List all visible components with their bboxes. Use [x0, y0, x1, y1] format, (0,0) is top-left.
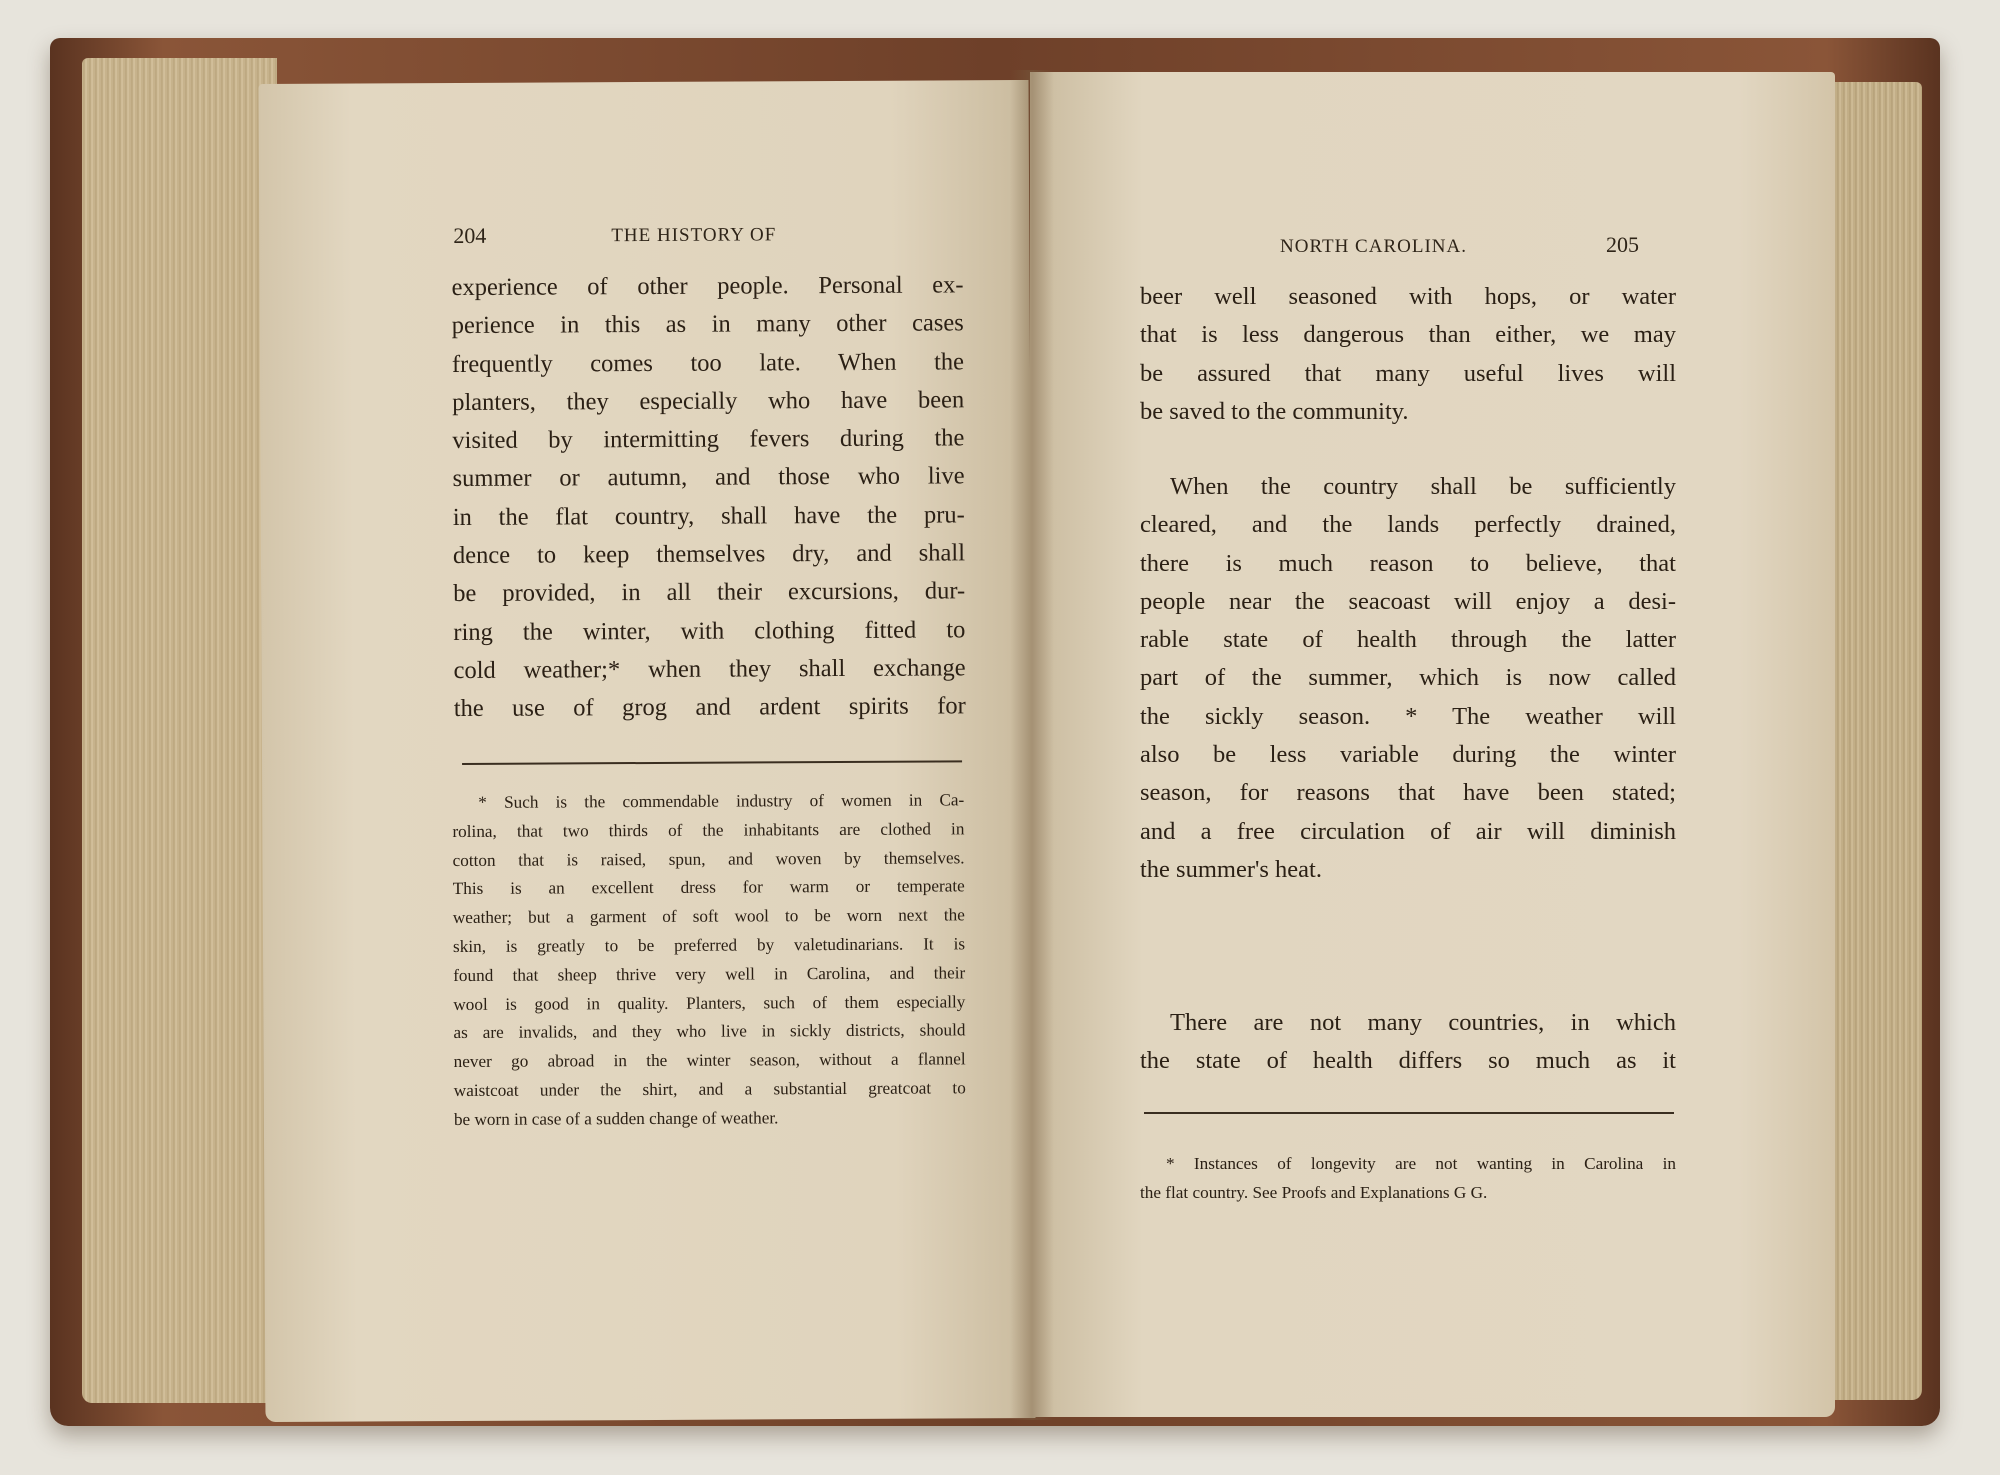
body-line: There are not many countries, in which [1170, 1009, 1676, 1036]
right-page-number: 205 [1606, 232, 1639, 257]
right-paragraph-2 [1140, 468, 1676, 889]
book-gutter [1010, 70, 1054, 1420]
footnote-rule [462, 760, 962, 765]
footnote-line: the flat country. See Proofs and Explanations G G. [1140, 1182, 1488, 1202]
footnote-line: * Such is the commendable industry of women in Ca- [478, 790, 965, 812]
body-line: visited by intermitting fevers during the [452, 424, 965, 455]
footnote-line: be worn in case of a sudden change of weather. [453, 1108, 779, 1129]
body-line: summer or autumn, and those who live [452, 462, 965, 493]
footnote-line: weather; but a garment of soft wool to be worn next the [452, 905, 965, 928]
left-body-text [451, 266, 965, 728]
right-running-head: NORTH CAROLINA. [1280, 236, 1467, 257]
body-line: part of the summer, which is now called [1140, 664, 1676, 692]
body-line: and a free circulation of air will diminish [1140, 817, 1676, 845]
body-line: frequently comes too late. When the [451, 347, 965, 378]
body-line: that is less dangerous than either, we may [1140, 321, 1676, 349]
footnote-line: rolina, that two thirds of the inhabitants are clothed in [452, 819, 965, 841]
footnote-line: as are invalids, and they who live in sickly districts, should [453, 1020, 966, 1043]
body-line: there is much reason to believe, that [1140, 549, 1676, 577]
left-running-head: THE HISTORY OF [611, 224, 777, 247]
body-line: the sickly season. * The weather will [1140, 702, 1676, 730]
body-line: When the country shall be sufficiently [1170, 473, 1676, 500]
body-line: people near the seacoast will enjoy a desi- [1140, 587, 1676, 615]
footnote-line: waistcoat under the shirt, and a substantial greatcoat to [453, 1078, 966, 1100]
left-footnote [452, 786, 966, 1134]
body-line: in the flat country, shall have the pru- [452, 501, 965, 531]
body-line: also be less variable during the winter [1140, 741, 1676, 769]
body-line: be provided, in all their excursions, dur- [453, 577, 966, 608]
left-page-edges [82, 58, 277, 1403]
body-line: the state of health differs so much as it [1140, 1047, 1676, 1075]
body-line: planters, they especially who have been [452, 386, 965, 416]
footnote-line: skin, is greatly to be preferred by valetudinarians. It is [452, 934, 966, 957]
body-line: experience of other people. Personal ex- [451, 271, 964, 302]
right-paragraph-3 [1140, 1004, 1676, 1081]
body-line: dence to keep themselves dry, and shall [452, 539, 966, 570]
footnote-line: found that sheep thrive very well in Carolina, and their [453, 963, 966, 985]
body-line: be assured that many useful lives will [1140, 359, 1676, 387]
right-paragraph-1 [1140, 278, 1676, 431]
footnote-line: This is an excellent dress for warm or temperate [452, 876, 965, 899]
body-line: be saved to the community. [1140, 397, 1409, 425]
footnote-line: cotton that is raised, spun, and woven by themselves. [452, 847, 965, 870]
left-page-number: 204 [453, 222, 487, 249]
right-page [1030, 72, 1835, 1417]
body-line: cleared, and the lands perfectly drained, [1140, 511, 1676, 539]
footnote-rule [1144, 1112, 1674, 1114]
body-line: season, for reasons that have been stated; [1140, 779, 1676, 807]
body-line: beer well seasoned with hops, or water [1140, 283, 1676, 310]
body-line: cold weather;* when they shall exchange [453, 654, 966, 684]
footnote-line: * Instances of longevity are not wanting in Carolina in [1166, 1154, 1676, 1173]
body-line: rable state of health through the latter [1140, 626, 1676, 654]
body-line: ring the winter, with clothing fitted to [453, 616, 966, 646]
body-line: the summer's heat. [1140, 855, 1322, 883]
right-footnote [1140, 1150, 1676, 1208]
body-line: the use of grog and ardent spirits for [453, 692, 966, 723]
footnote-line: wool is good in quality. Planters, such of them especially [453, 991, 966, 1014]
body-line: perience in this as in many other cases [451, 309, 964, 340]
left-page [259, 80, 1036, 1422]
footnote-line: never go abroad in the winter season, without a flannel [453, 1049, 966, 1072]
